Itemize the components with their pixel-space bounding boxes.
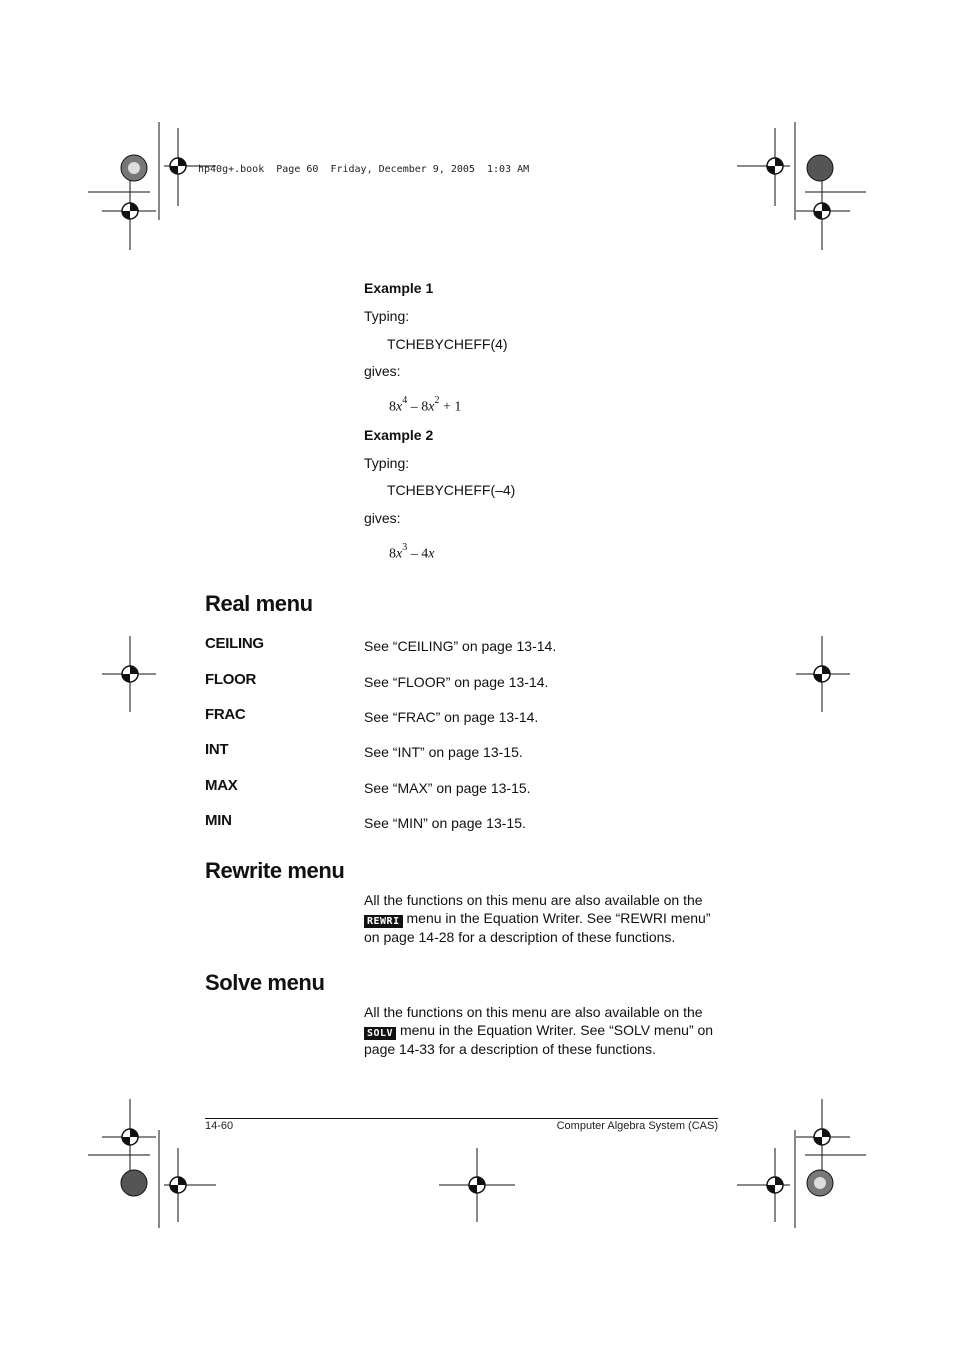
example-2-gives-label: gives:	[364, 510, 401, 526]
example-1-result: $8x^4 - 8x^2 + 1$	[389, 395, 462, 415]
example-2-typing-label: Typing:	[364, 455, 410, 471]
footer-page-number: 14-60	[205, 1120, 234, 1132]
rewrite-menu-line-1: All the functions on this menu are also available on the	[364, 892, 703, 908]
footer-chapter-title: Computer Algebra System (CAS)	[556, 1120, 718, 1132]
rewrite-menu-line-2: REWRI menu in the Equation Writer. See “REWRI menu”	[364, 909, 724, 928]
solve-menu-line-3: page 14-33 for a description of these functions.	[364, 1041, 656, 1057]
rewrite-menu-paragraph	[364, 891, 724, 946]
real-menu-desc-floor: See “FLOOR” on page 13-14.	[364, 674, 549, 690]
example-1-input: TCHEBYCHEFF(4)	[387, 336, 508, 352]
footer-rule	[205, 1118, 718, 1119]
solv-softkey-icon: SOLV	[364, 1027, 396, 1040]
example-1-gives-label: gives:	[364, 363, 401, 379]
solve-menu-line-2: SOLV menu in the Equation Writer. See “SOLV menu” on	[364, 1021, 724, 1040]
real-menu-term-floor: FLOOR	[205, 671, 256, 688]
example-2-title: Example 2	[364, 427, 434, 443]
real-menu-desc-ceiling: See “CEILING” on page 13-14.	[364, 638, 557, 654]
example-2-input: TCHEBYCHEFF(–4)	[387, 482, 516, 498]
real-menu-desc-max: See “MAX” on page 13-15.	[364, 780, 531, 796]
real-menu-desc-frac: See “FRAC” on page 13-14.	[364, 709, 539, 725]
real-menu-term-min: MIN	[205, 812, 232, 829]
real-menu-term-max: MAX	[205, 777, 238, 794]
rewri-softkey-icon: REWRI	[364, 915, 403, 928]
print-slug: hp40g+.book Page 60 Friday, December 9, 2005 1:03 AM	[198, 164, 530, 175]
real-menu-term-frac: FRAC	[205, 706, 246, 723]
real-menu-desc-min: See “MIN” on page 13-15.	[364, 815, 526, 831]
rewrite-menu-line-3: on page 14-28 for a description of these functions.	[364, 929, 676, 945]
example-1-typing-label: Typing:	[364, 308, 410, 324]
solve-menu-paragraph	[364, 1003, 724, 1058]
real-menu-desc-int: See “INT” on page 13-15.	[364, 744, 523, 760]
real-menu-term-ceiling: CEILING	[205, 635, 264, 652]
solve-menu-line-1: All the functions on this menu are also available on the	[364, 1004, 703, 1020]
rewrite-menu-heading: Rewrite menu	[205, 858, 345, 883]
example-2-result: $8x^3 - 4x$	[389, 542, 435, 562]
real-menu-heading: Real menu	[205, 591, 313, 616]
example-1-title: Example 1	[364, 280, 434, 296]
solve-menu-heading: Solve menu	[205, 970, 325, 995]
real-menu-term-int: INT	[205, 741, 229, 758]
